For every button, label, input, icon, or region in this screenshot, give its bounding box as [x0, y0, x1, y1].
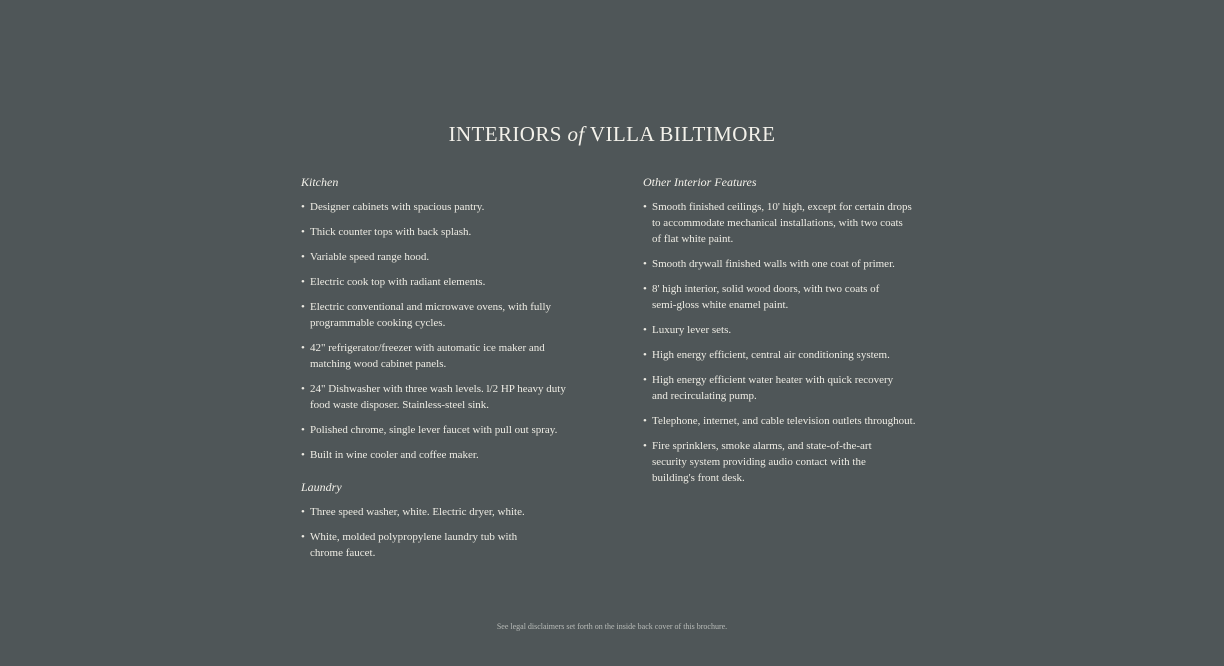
- laundry-item: • White, molded polypropylene laundry tub with chrome faucet.: [301, 529, 591, 561]
- laundry-section: [301, 479, 591, 561]
- kitchen-item: • Electric cook top with radiant elements.: [301, 274, 591, 290]
- kitchen-item: • Electric conventional and microwave ovens, with fully programmable cooking cycles.: [301, 299, 591, 331]
- laundry-list: [301, 504, 591, 561]
- feature-item: • 8' high interior, solid wood doors, with two coats of semi-gloss white enamel paint.: [643, 281, 933, 313]
- title-interiors: INTERIORS: [448, 122, 568, 146]
- kitchen-section: [301, 174, 591, 463]
- kitchen-item: • Built in wine cooler and coffee maker.: [301, 447, 591, 463]
- left-column: [301, 174, 591, 570]
- kitchen-list: [301, 199, 591, 463]
- laundry-heading: Laundry: [301, 480, 342, 494]
- kitchen-heading: Kitchen: [301, 175, 339, 189]
- title-villa-biltimore: VILLA BILTIMORE: [584, 122, 776, 146]
- kitchen-item: • Variable speed range hood.: [301, 249, 591, 265]
- feature-item: • Smooth drywall finished walls with one coat of primer.: [643, 256, 933, 272]
- kitchen-item: • 42" refrigerator/freezer with automatic ice maker and matching wood cabinet panels.: [301, 340, 591, 372]
- other-features-list: [643, 199, 933, 486]
- kitchen-item: • Polished chrome, single lever faucet with pull out spray.: [301, 422, 591, 438]
- feature-item: • Luxury lever sets.: [643, 322, 933, 338]
- feature-item: • High energy efficient, central air conditioning system.: [643, 347, 933, 363]
- right-column: [643, 174, 933, 495]
- feature-item: • Smooth finished ceilings, 10' high, except for certain drops to accommodate mechanical installations, with two coats of flat white paint.: [643, 199, 933, 247]
- feature-item: • Telephone, internet, and cable television outlets throughout.: [643, 413, 933, 429]
- other-features-heading: Other Interior Features: [643, 175, 757, 189]
- title-of: of: [567, 122, 585, 146]
- kitchen-item: • 24" Dishwasher with three wash levels. l/2 HP heavy duty food waste disposer. Stainless-steel sink.: [301, 381, 591, 413]
- page-title: [0, 120, 1224, 148]
- feature-item: • Fire sprinklers, smoke alarms, and state-of-the-art security system providing audio contact with the building's front desk.: [643, 438, 933, 486]
- kitchen-item: • Thick counter tops with back splash.: [301, 224, 591, 240]
- laundry-item: • Three speed washer, white. Electric dryer, white.: [301, 504, 591, 520]
- kitchen-item: • Designer cabinets with spacious pantry.: [301, 199, 591, 215]
- legal-disclaimer: See legal disclaimers set forth on the inside back cover of this brochure.: [496, 622, 728, 631]
- other-features-section: [643, 174, 933, 486]
- feature-item: • High energy efficient water heater with quick recovery and recirculating pump.: [643, 372, 933, 404]
